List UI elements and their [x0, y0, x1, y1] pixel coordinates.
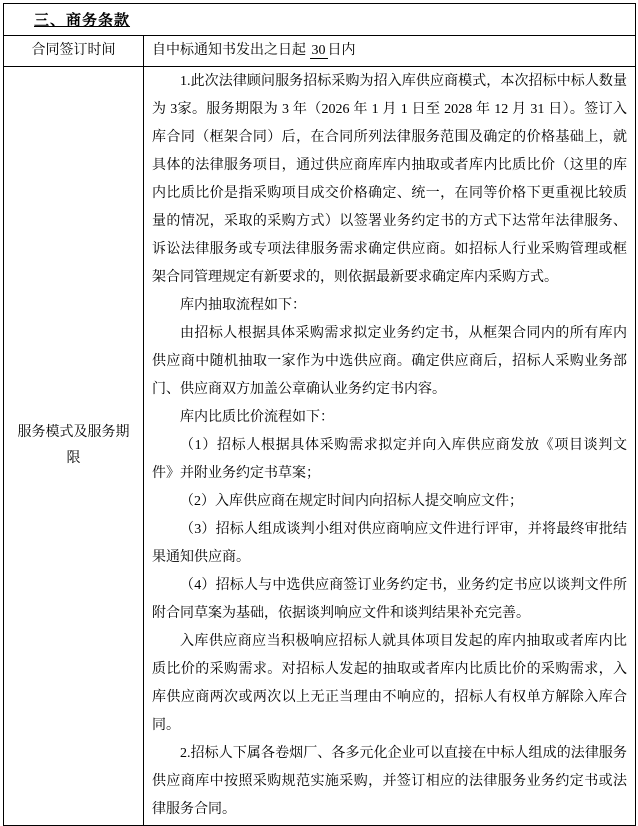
contract-value-suffix: 日内: [327, 43, 356, 58]
contract-value-prefix: 自中标通知书发出之日起: [152, 43, 310, 58]
contract-signing-time-row: [4, 36, 636, 67]
paragraph: 1.此次法律顾问服务招标采购为招入库供应商模式，本次招标中标人数量为 3家。服务期限为 3 年（2026 年 1 月 1 日至 2028 年 12 月 31 日）。签订入库合同（框架合同）后，在合同所列法律服务范围及确定的价格基础上，就具体的法律服务项目，通过供应商库库内抽取或者库内比质比价（这里的库内比质比价是指采购项目成交价格确定、统一，在同等价格下更重视比较质量的情况，采取的采购方式）以签署业务约定书的方式下达常年法律服务、诉讼法律服务或专项法律服务需求确定供应商。如招标人行业采购管理或框架合同管理规定有新要求的，则依据最新要求确定库内采购方式。: [152, 74, 628, 285]
contract-signing-time-label: 合同签订时间: [4, 36, 144, 67]
service-mode-label: 服务模式及服务期限: [4, 67, 144, 826]
paragraph: 2.招标人下属各卷烟厂、各多元化企业可以直接在中标人组成的法律服务供应商库中按照采购规范实施采购，并签订相应的法律服务业务约定书或法律服务合同。: [152, 746, 628, 817]
paragraph: 由招标人根据具体采购需求拟定业务约定书，从框架合同内的所有库内供应商中随机抽取一家作为中选供应商。确定供应商后，招标人采购业务部门、供应商双方加盖公章确认业务约定书内容。: [152, 326, 628, 397]
paragraph: （1）招标人根据具体采购需求拟定并向入库供应商发放《项目谈判文件》并附业务约定书草案；: [152, 438, 628, 481]
service-mode-body: [144, 67, 636, 826]
paragraph: 入库供应商应当积极响应招标人就具体项目发起的库内抽取或者库内比质比价的采购需求。对招标人发起的抽取或者库内比质比价的采购需求，入库供应商两次或两次以上无正当理由不响应的，招标人有权单方解除入库合同。: [152, 634, 628, 733]
contract-signing-time-value: [144, 36, 636, 67]
contract-value-days-underlined: 30: [311, 43, 326, 58]
paragraph: （2）入库供应商在规定时间内向招标人提交响应文件；: [180, 494, 523, 509]
commercial-terms-document: [3, 3, 635, 817]
paragraph: （4）招标人与中选供应商签订业务约定书，业务约定书应以谈判文件所附合同草案为基础，依据谈判响应文件和谈判结果补充完善。: [152, 578, 628, 621]
paragraph: （3）招标人组成谈判小组对供应商响应文件进行评审，并将最终审批结果通知供应商。: [152, 522, 628, 565]
commercial-terms-table: [3, 3, 636, 826]
section-header-row: [4, 4, 636, 36]
paragraph: 库内抽取流程如下：: [180, 298, 306, 313]
service-mode-row: [4, 67, 636, 826]
paragraph: 库内比质比价流程如下：: [180, 410, 334, 425]
section-header-cell: [4, 4, 636, 36]
section-header-title: 三、商务条款: [34, 13, 131, 29]
